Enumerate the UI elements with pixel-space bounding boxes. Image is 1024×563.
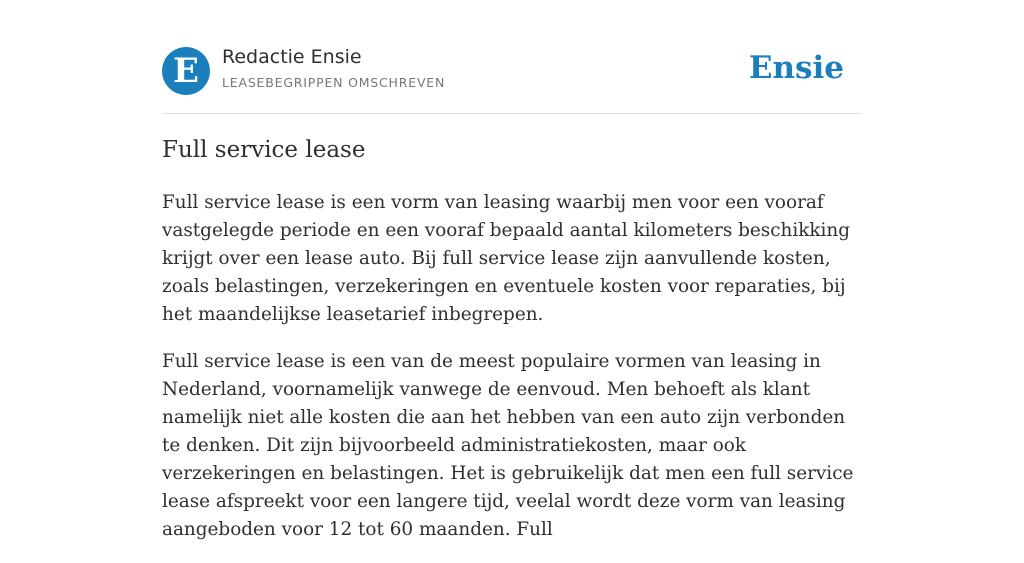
category-label[interactable]: LEASEBEGRIPPEN OMSCHREVEN: [222, 75, 446, 90]
article-header: [162, 0, 862, 114]
article-paragraph: Full service lease is een vorm van leasing waarbij men voor een vooraf vastgelegde periode en een vooraf bepaald aantal kilometers beschikking krijgt over een lease auto. Bij full service lease zijn aanvullende kosten, zoals belastingen, verzekeringen en eventuele kosten voor reparaties, bij het maandelijkse leasetarief inbegrepen.: [162, 192, 851, 325]
article-container: [162, 0, 862, 540]
article-body: [162, 189, 862, 563]
article-paragraph: Full service lease is een van de meest populaire vormen van leasing in Nederland, voornamelijk vanwege de eenvoud. Men behoeft als klant namelijk niet alle kosten die aan het hebben van een auto zijn verbonden te denken. Dit zijn bijvoorbeeld administratiekosten, maar ook verzekeringen en belastingen. Het is gebruikelijk dat men een full service lease afspreekt voor een langere tijd, veelal wordt deze vorm van leasing aangeboden voor 12 tot 60 maanden. Full: [162, 351, 854, 540]
article-title: Full service lease: [162, 137, 366, 163]
brand-logo[interactable]: Ensie: [748, 50, 844, 86]
author-name[interactable]: Redactie Ensie: [222, 46, 362, 68]
author-avatar[interactable]: E: [162, 47, 210, 95]
